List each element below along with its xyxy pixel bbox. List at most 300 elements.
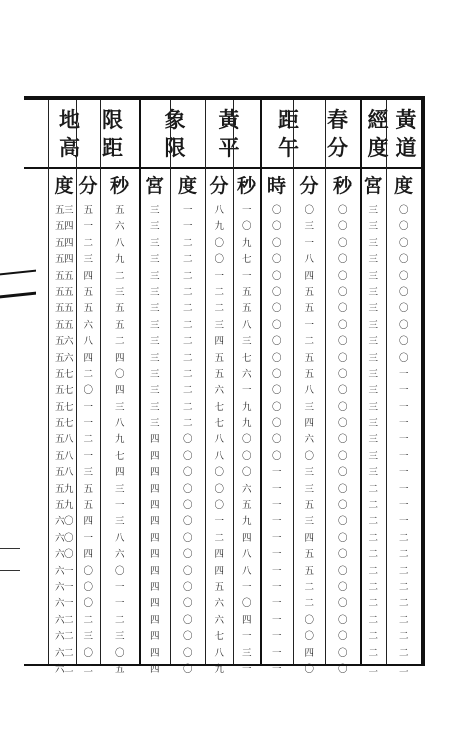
table-cell: 五 <box>114 663 124 675</box>
table-cell: 五六 <box>54 352 73 364</box>
col-header: 宮 <box>144 175 164 197</box>
table-cell: 三 <box>149 237 159 249</box>
table-cell: 二 <box>368 483 378 495</box>
header-group-ecliptic-longitude <box>364 100 420 167</box>
table-cell: 一 <box>241 385 251 397</box>
table-cell: 三 <box>304 467 314 479</box>
table-column <box>360 203 386 675</box>
table-cell: 四 <box>149 467 159 479</box>
table-cell: 〇 <box>182 565 192 577</box>
table-cell: 〇 <box>398 352 408 364</box>
table-cell: 一 <box>398 385 408 397</box>
table-cell: 九 <box>214 663 224 675</box>
header-group-ecliptic-limit <box>148 100 256 167</box>
table-cell: 〇 <box>271 401 281 413</box>
table-cell: 〇 <box>398 270 408 282</box>
table-cell: 三 <box>149 352 159 364</box>
table-cell: 五 <box>241 286 251 298</box>
table-cell: 〇 <box>337 532 347 544</box>
header-group-noon-distance <box>264 100 362 167</box>
table-cell: 〇 <box>182 598 192 610</box>
table-cell: 四 <box>241 532 251 544</box>
table-cell: 五五 <box>54 303 73 315</box>
table-cell: 〇 <box>337 254 347 266</box>
table-cell: 一 <box>398 500 408 512</box>
table-cell: 六一 <box>54 565 73 577</box>
table-cell: 六〇 <box>54 532 73 544</box>
gutter-mark <box>0 570 20 571</box>
table-cell: 二 <box>398 647 408 659</box>
header-char: 分 <box>327 135 348 160</box>
table-cell: 〇 <box>337 418 347 430</box>
gutter-mark <box>0 548 20 549</box>
table-cell: 〇 <box>337 270 347 282</box>
table-cell: 四 <box>304 647 314 659</box>
table-cell: 〇 <box>271 368 281 380</box>
table-cell: 二 <box>304 598 314 610</box>
table-cell: 三 <box>149 303 159 315</box>
table-cell: 一 <box>114 598 124 610</box>
table-cell: 〇 <box>83 598 93 610</box>
table-cell: 五 <box>304 286 314 298</box>
table-cell: 五 <box>214 581 224 593</box>
table-cell: 五 <box>214 352 224 364</box>
table-cell: 八 <box>214 205 224 216</box>
table-cell: 二 <box>398 663 408 675</box>
table-cell: 〇 <box>337 303 347 315</box>
table-cell: 六 <box>241 368 251 380</box>
table-cell: 一 <box>214 516 224 528</box>
table-cell: 九 <box>241 401 251 413</box>
table-cell: 〇 <box>337 663 347 675</box>
table-cell: 二 <box>368 598 378 610</box>
col-header: 分 <box>209 175 229 197</box>
table-cell: 六二 <box>54 647 73 659</box>
table-cell: 一 <box>271 647 281 659</box>
col-header: 分 <box>299 175 319 197</box>
table-cell: 〇 <box>271 270 281 282</box>
col-header: 宮 <box>363 175 383 197</box>
table-cell: 〇 <box>182 614 192 626</box>
table-cell: 〇 <box>182 647 192 659</box>
table-cell: 〇 <box>182 450 192 462</box>
table-cell: 〇 <box>337 237 347 249</box>
table-cell: 〇 <box>182 549 192 561</box>
table-cell: 〇 <box>337 434 347 446</box>
table-cell: 四 <box>83 352 93 364</box>
table-cell: 九 <box>114 254 124 266</box>
table-cell: 一 <box>214 270 224 282</box>
table-cell: 三 <box>114 286 124 298</box>
table-cell: 五九 <box>54 500 73 512</box>
table-cell: 二 <box>182 237 192 249</box>
left-page-gutter <box>0 0 24 750</box>
table-cell: 一 <box>271 581 281 593</box>
table-cell: 六 <box>214 385 224 397</box>
table-cell: 二 <box>214 532 224 544</box>
table-cell: 五九 <box>54 483 73 495</box>
table-cell: 三 <box>149 368 159 380</box>
table-cell: 五四 <box>54 221 73 233</box>
table-cell: 五五 <box>54 270 73 282</box>
table-cell: 〇 <box>304 450 314 462</box>
table-cell: 六 <box>241 483 251 495</box>
table-cell: 四 <box>149 663 159 675</box>
table-cell: 一 <box>241 270 251 282</box>
table-cell: 〇 <box>304 663 314 675</box>
table-cell: 一 <box>83 418 93 430</box>
table-cell: 三 <box>149 385 159 397</box>
table-cell: 〇 <box>182 483 192 495</box>
table-cell: 〇 <box>398 336 408 348</box>
table-cell: 一 <box>398 418 408 430</box>
table-cell: 〇 <box>398 254 408 266</box>
table-cell: 七 <box>214 418 224 430</box>
table-cell: 〇 <box>337 516 347 528</box>
table-cell: 一 <box>182 221 192 233</box>
header-char: 度 <box>367 135 389 160</box>
table-cell: 五三 <box>54 205 73 216</box>
table-cell: 二 <box>368 516 378 528</box>
table-cell: 一 <box>398 516 408 528</box>
table-cell: 〇 <box>337 352 347 364</box>
table-cell: 〇 <box>114 368 124 380</box>
table-cell: 四 <box>149 565 159 577</box>
table-cell: 三 <box>149 205 159 216</box>
col-header: 度 <box>393 175 413 197</box>
table-cell: 六二 <box>54 631 73 643</box>
table-cell: 五 <box>114 205 124 216</box>
table-column <box>170 203 205 675</box>
table-cell: 九 <box>241 418 251 430</box>
table-cell: 四 <box>149 549 159 561</box>
table-cell: 〇 <box>241 450 251 462</box>
table-cell: 一 <box>398 368 408 380</box>
table-cell: 八 <box>241 565 251 577</box>
table-cell: 四 <box>149 450 159 462</box>
table-cell: 〇 <box>241 434 251 446</box>
table-cell: 二 <box>83 368 93 380</box>
table-cell: 一 <box>241 631 251 643</box>
table-cell: 〇 <box>337 385 347 397</box>
table-cell: 四 <box>149 532 159 544</box>
table-cell: 三 <box>368 286 378 298</box>
table-cell: 〇 <box>241 598 251 610</box>
table-cell: 五七 <box>54 418 73 430</box>
table-cell: 二 <box>398 532 408 544</box>
table-cell: 四 <box>149 581 159 593</box>
table-cell: 三 <box>149 418 159 430</box>
table-cell: 五 <box>304 303 314 315</box>
table-cell: 三 <box>241 336 251 348</box>
table-cell: 二 <box>368 614 378 626</box>
table-cell: 〇 <box>182 532 192 544</box>
table-cell: 八 <box>304 254 314 266</box>
header-char: 黃 <box>218 107 240 132</box>
table-cell: 五 <box>241 303 251 315</box>
table-cell: 四 <box>83 516 93 528</box>
table-cell: 三 <box>368 450 378 462</box>
table-cell: 〇 <box>337 581 347 593</box>
table-cell: 〇 <box>83 565 93 577</box>
col-header: 度 <box>54 175 74 197</box>
table-cell: 二 <box>214 303 224 315</box>
table-cell: 二 <box>182 336 192 348</box>
table-cell: 二 <box>368 565 378 577</box>
table-cell: 八 <box>241 549 251 561</box>
table-cell: 七 <box>114 450 124 462</box>
table-cell: 三 <box>368 336 378 348</box>
table-cell: 一 <box>271 598 281 610</box>
table-cell: 二 <box>368 647 378 659</box>
header-char: 限 <box>164 135 186 160</box>
table-cell: 〇 <box>271 205 281 216</box>
table-cell: 八 <box>241 319 251 331</box>
table-cell: 三 <box>368 368 378 380</box>
table-cell: 三 <box>368 418 378 430</box>
table-cell: 三 <box>368 205 378 216</box>
table-cell: 〇 <box>271 237 281 249</box>
table-cell: 〇 <box>304 205 314 216</box>
table-cell: 〇 <box>83 581 93 593</box>
header-char: 象 <box>164 107 186 132</box>
table-cell: 二 <box>182 319 192 331</box>
table-cell: 二 <box>182 401 192 413</box>
table-cell: 三 <box>149 319 159 331</box>
table-cell: 〇 <box>337 319 347 331</box>
table-cell: 五五 <box>54 319 73 331</box>
table-cell: 〇 <box>337 401 347 413</box>
table-cell: 一 <box>114 581 124 593</box>
table-cell: 〇 <box>337 205 347 216</box>
table-cell: 一 <box>271 549 281 561</box>
table-cell: 八 <box>83 336 93 348</box>
table-cell: 〇 <box>214 467 224 479</box>
table-cell: 六 <box>114 221 124 233</box>
table-cell: 八 <box>214 450 224 462</box>
table-cell: 三 <box>368 270 378 282</box>
table-cell: 一 <box>398 483 408 495</box>
col-header: 時 <box>266 175 286 197</box>
table-cell: 〇 <box>182 500 192 512</box>
table-cell: 五 <box>83 483 93 495</box>
table-cell: 〇 <box>214 237 224 249</box>
table-cell: 二 <box>182 368 192 380</box>
table-cell: 二 <box>182 352 192 364</box>
table-cell: 〇 <box>241 221 251 233</box>
table-cell: 〇 <box>398 237 408 249</box>
table-cell: 五 <box>83 500 93 512</box>
table-cell: 〇 <box>337 221 347 233</box>
header-group-altitude <box>48 100 134 167</box>
table-cell: 二 <box>398 614 408 626</box>
table-cell: 三 <box>83 631 93 643</box>
table-cell: 三 <box>368 401 378 413</box>
table-cell: 九 <box>241 237 251 249</box>
table-cell: 五七 <box>54 401 73 413</box>
table-cell: 四 <box>304 270 314 282</box>
table-cell: 七 <box>214 401 224 413</box>
table-cell: 五八 <box>54 434 73 446</box>
table-column <box>325 203 360 675</box>
table-cell: 〇 <box>182 631 192 643</box>
table-cell: 五四 <box>54 254 73 266</box>
table-cell: 〇 <box>114 565 124 577</box>
table-cell: 二 <box>368 500 378 512</box>
table-cell: 一 <box>83 450 93 462</box>
table-column <box>260 203 293 675</box>
table-cell: 二 <box>182 286 192 298</box>
table-cell: 四 <box>149 614 159 626</box>
table-cell: 四 <box>149 631 159 643</box>
table-cell: 八 <box>214 647 224 659</box>
table-cell: 五 <box>304 565 314 577</box>
table-cell: 二 <box>368 663 378 675</box>
table-cell: 九 <box>241 516 251 528</box>
table-cell: 三 <box>149 254 159 266</box>
table-cell: 三 <box>368 303 378 315</box>
table-cell: 三 <box>368 254 378 266</box>
table-cell: 四 <box>149 647 159 659</box>
col-header: 秒 <box>236 175 256 197</box>
table-cell: 二 <box>214 286 224 298</box>
table-cell: 三 <box>368 319 378 331</box>
table-cell: 五 <box>83 205 93 216</box>
table-cell: 七 <box>241 254 251 266</box>
table-cell: 八 <box>114 237 124 249</box>
table-cell: 一 <box>271 516 281 528</box>
table-cell: 一 <box>398 434 408 446</box>
table-cell: 四 <box>83 549 93 561</box>
table-cell: 〇 <box>337 565 347 577</box>
table-cell: 〇 <box>182 663 192 675</box>
table-column <box>76 203 100 675</box>
table-cell: 二 <box>368 549 378 561</box>
table-cell: 二 <box>83 663 93 675</box>
table-cell: 五五 <box>54 286 73 298</box>
table-cell: 〇 <box>271 450 281 462</box>
table-cell: 三 <box>149 336 159 348</box>
table-cell: 〇 <box>337 614 347 626</box>
table-cell: 一 <box>271 532 281 544</box>
table-cell: 〇 <box>271 254 281 266</box>
table-cell: 一 <box>83 532 93 544</box>
table-cell: 一 <box>398 467 408 479</box>
table-cell: 七 <box>241 352 251 364</box>
table-cell: 五 <box>83 286 93 298</box>
table-cell: 〇 <box>271 221 281 233</box>
table-cell: 二 <box>368 631 378 643</box>
table-cell: 三 <box>149 401 159 413</box>
table-cell: 四 <box>114 385 124 397</box>
table-cell: 一 <box>241 581 251 593</box>
table-cell: 八 <box>304 385 314 397</box>
table-cell: 一 <box>241 663 251 675</box>
table-cell: 二 <box>398 549 408 561</box>
table-cell: 〇 <box>182 581 192 593</box>
table-cell: 八 <box>114 418 124 430</box>
table-cell: 〇 <box>337 631 347 643</box>
table-cell: 四 <box>304 418 314 430</box>
table-cell: 四 <box>149 500 159 512</box>
table-cell: 三 <box>149 221 159 233</box>
table-cell: 二 <box>182 385 192 397</box>
table-cell: 三 <box>304 516 314 528</box>
header-char: 限 <box>102 107 123 132</box>
table-cell: 〇 <box>271 336 281 348</box>
table-cell: 二 <box>182 270 192 282</box>
table-cell: 二 <box>368 581 378 593</box>
col-header: 秒 <box>109 175 129 197</box>
table-cell: 四 <box>241 614 251 626</box>
table-cell: 五 <box>304 500 314 512</box>
table-cell: 三 <box>368 467 378 479</box>
table-cell: 四 <box>83 270 93 282</box>
table-cell: 三 <box>304 483 314 495</box>
table-cell: 二 <box>398 631 408 643</box>
col-header: 分 <box>78 175 98 197</box>
table-cell: 一 <box>271 565 281 577</box>
table-cell: 〇 <box>304 631 314 643</box>
table-cell: 〇 <box>398 286 408 298</box>
table-cell: 三 <box>368 352 378 364</box>
table-column <box>52 203 76 675</box>
table-column <box>293 203 325 675</box>
table-cell: 二 <box>83 237 93 249</box>
table-cell: 六 <box>114 549 124 561</box>
table-cell: 四 <box>304 532 314 544</box>
table-cell: 〇 <box>271 434 281 446</box>
table-cell: 〇 <box>304 614 314 626</box>
table-column <box>233 203 260 675</box>
table-page <box>24 96 425 675</box>
table-cell: 五八 <box>54 450 73 462</box>
table-cell: 〇 <box>271 385 281 397</box>
table-cell: 〇 <box>398 221 408 233</box>
table-cell: 〇 <box>114 647 124 659</box>
table-cell: 〇 <box>214 254 224 266</box>
table-cell: 四 <box>149 598 159 610</box>
table-cell: 八 <box>214 434 224 446</box>
table-cell: 二 <box>83 614 93 626</box>
table-cell: 六 <box>214 598 224 610</box>
table-cell: 〇 <box>271 319 281 331</box>
table-cell: 〇 <box>83 647 93 659</box>
table-cell: 五 <box>304 352 314 364</box>
table-cell: 二 <box>114 336 124 348</box>
table-body <box>24 203 421 675</box>
table-cell: 一 <box>83 221 93 233</box>
table-cell: 六 <box>214 614 224 626</box>
table-cell: 一 <box>83 401 93 413</box>
table-cell: 〇 <box>182 434 192 446</box>
table-cell: 四 <box>214 549 224 561</box>
table-cell: 三 <box>304 221 314 233</box>
table-cell: 一 <box>182 205 192 216</box>
table-cell: 一 <box>398 450 408 462</box>
table-cell: 四 <box>149 516 159 528</box>
table-cell: 六一 <box>54 581 73 593</box>
header-char: 黃 <box>395 107 417 132</box>
table-cell: 五八 <box>54 467 73 479</box>
table-cell: 〇 <box>337 368 347 380</box>
table-cell: 五四 <box>54 237 73 249</box>
table-cell: 〇 <box>182 467 192 479</box>
table-cell: 四 <box>149 483 159 495</box>
table-cell: 〇 <box>271 303 281 315</box>
table-cell: 三 <box>241 647 251 659</box>
header-char: 春 <box>327 107 348 132</box>
